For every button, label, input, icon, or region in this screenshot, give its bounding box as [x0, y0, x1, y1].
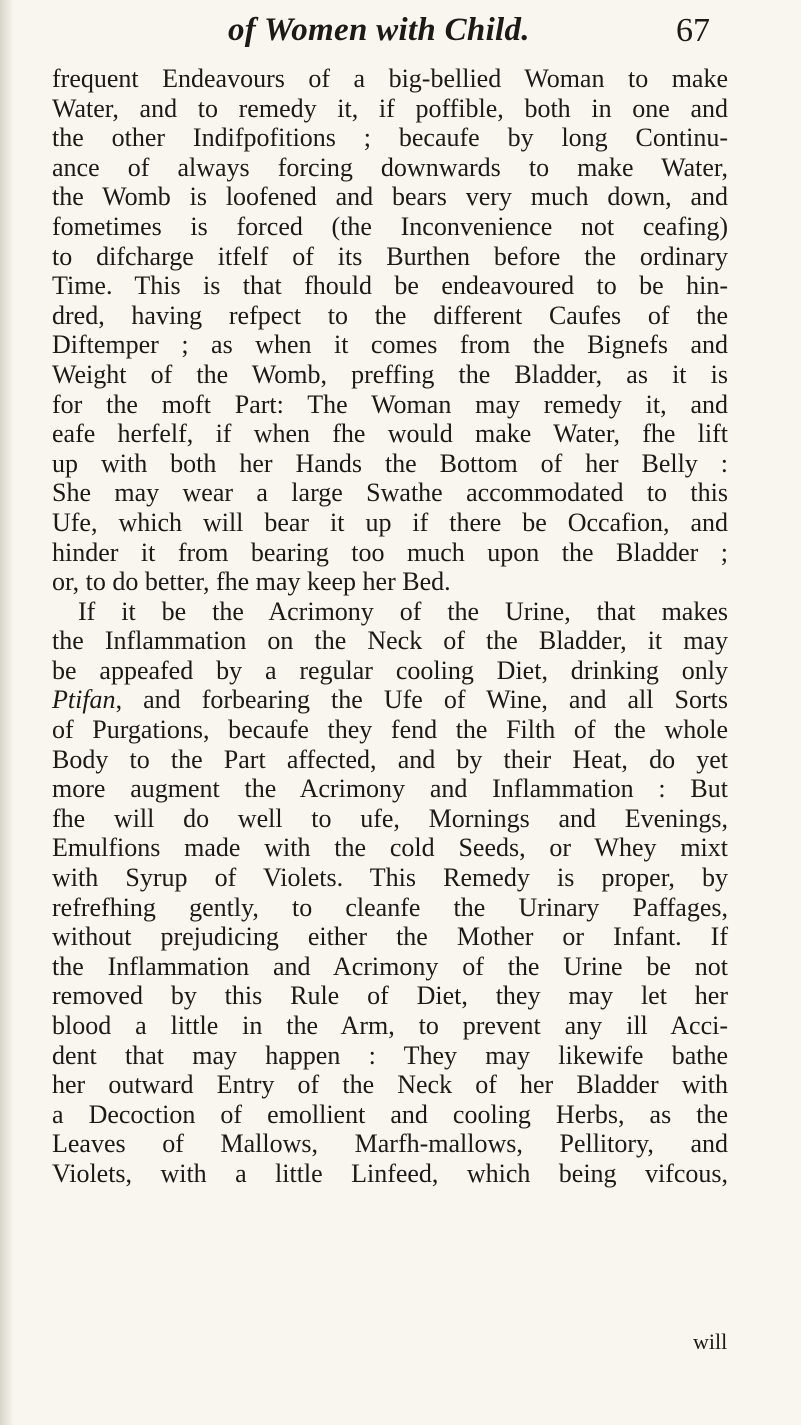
- text-line: with Syrup of Violets. This Remedy is proper, by: [52, 863, 728, 893]
- text-line: removed by this Rule of Diet, they may let her: [52, 981, 728, 1011]
- text-line: fhe will do well to ufe, Mornings and Evenings,: [52, 803, 728, 833]
- text-line: without prejudicing either the Mother or Infant. If: [52, 922, 728, 952]
- text-line: a Decoction of emollient and cooling Herbs, as the: [52, 1099, 728, 1129]
- text-line: the Womb is loofened and bears very much down, and: [52, 182, 728, 212]
- text-line: frequent Endeavours of a big-bellied Woman to make: [52, 64, 728, 93]
- text-line: Violets, with a little Linfeed, which being vifcous,: [52, 1158, 728, 1188]
- italic-term: Ptifan: [52, 685, 116, 715]
- text-line: Ufe, which will bear it up if there be Occafion, and: [52, 507, 728, 537]
- text-line: dent that may happen : They may likewife bathe: [52, 1040, 728, 1070]
- text-line: refrefhing gently, to cleanfe the Urinary Paffages,: [52, 892, 728, 922]
- text-line: be appeafed by a regular cooling Diet, drinking only: [52, 655, 728, 685]
- page-gutter: [0, 0, 14, 1425]
- catchword: will: [693, 1329, 728, 1354]
- text-line: Weight of the Womb, preffing the Bladder, as it is: [52, 359, 728, 389]
- text-line: the Inflammation on the Neck of the Bladder, it may: [52, 626, 728, 656]
- text-line: Diftemper ; as when it comes from the Bignefs and: [52, 330, 728, 360]
- text-line: to difcharge itfelf of its Burthen before the ordinary: [52, 241, 728, 271]
- text-line: the other Indifpofitions ; becaufe by long Continu-: [52, 123, 728, 153]
- text-line: blood a little in the Arm, to prevent any ill Acci-: [52, 1011, 728, 1040]
- page-number: 67: [676, 12, 710, 49]
- paragraph-end-line: or, to do better, fhe may keep her Bed.: [52, 567, 451, 597]
- running-title: of Women with Child.: [228, 12, 530, 48]
- text-line: for the moft Part: The Woman may remedy it, and: [52, 389, 728, 419]
- paragraph-start-line: If it be the Acrimony of the Urine, that makes: [78, 596, 728, 626]
- text-line: Leaves of Mallows, Marfh-mallows, Pellitory, and: [52, 1129, 728, 1159]
- text-line: ance of always forcing downwards to make Water,: [52, 152, 728, 182]
- text-line: up with both her Hands the Bottom of her Belly :: [52, 448, 728, 478]
- text-line-italic-word: Ptifan, and forbearing the Ufe of Wine, and all Sorts: [52, 685, 728, 715]
- text-line: fometimes is forced (the Inconvenience not ceafing): [52, 211, 728, 241]
- text-line: Time. This is that fhould be endeavoured to be hin-: [52, 271, 728, 301]
- text-line: Water, and to remedy it, if poffible, both in one and: [52, 93, 728, 123]
- text-line: hinder it from bearing too much upon the Bladder ;: [52, 537, 728, 567]
- body-text: [52, 64, 728, 1189]
- text-line: the Inflammation and Acrimony of the Urine be not: [52, 951, 728, 981]
- text-line: She may wear a large Swathe accommodated to this: [52, 478, 728, 508]
- text-line: more augment the Acrimony and Inflammation : But: [52, 774, 728, 804]
- text-line: her outward Entry of the Neck of her Bladder with: [52, 1070, 728, 1100]
- text-line: of Purgations, becaufe they fend the Filth of the whole: [52, 715, 728, 745]
- text-line: Body to the Part affected, and by their Heat, do yet: [52, 744, 728, 774]
- text-line: Emulfions made with the cold Seeds, or Whey mixt: [52, 833, 728, 863]
- text-line: dred, having refpect to the different Caufes of the: [52, 300, 728, 330]
- page-header: [228, 12, 710, 60]
- text-line: eafe herfelf, if when fhe would make Water, fhe lift: [52, 419, 728, 449]
